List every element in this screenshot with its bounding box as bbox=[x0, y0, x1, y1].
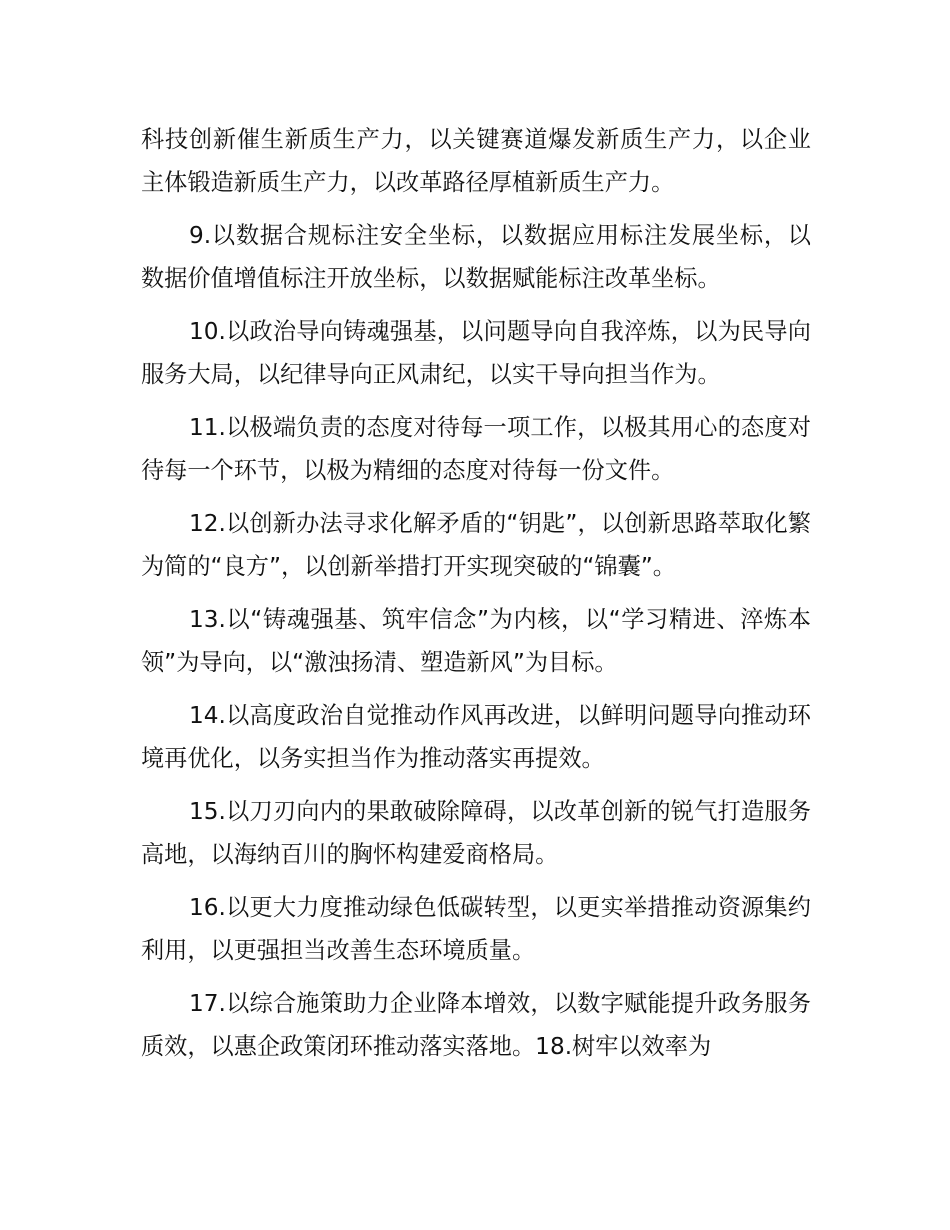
paragraph-item-14: 14.以高度政治自觉推动作风再改进，以鲜明问题导向推动环境再优化，以务实担当作为推动落实再提效。 bbox=[141, 702, 811, 772]
paragraph-item-13: 13.以“铸魂强基、筑牢信念”为内核，以“学习精进、淬炼本领”为导向，以“激浊扬清、塑造新风”为目标。 bbox=[141, 606, 811, 676]
document-page bbox=[141, 118, 811, 1078]
paragraph-item-11: 11.以极端负责的态度对待每一项工作，以极其用心的态度对待每一个环节，以极为精细的态度对待每一份文件。 bbox=[141, 414, 811, 484]
paragraph-item-17: 17.以综合施策助力企业降本增效，以数字赋能提升政务服务质效，以惠企政策闭环推动落实落地。18.树牢以效率为 bbox=[141, 990, 811, 1060]
paragraph-item-10: 10.以政治导向铸魂强基，以问题导向自我淬炼，以为民导向服务大局，以纪律导向正风肃纪，以实干导向担当作为。 bbox=[141, 318, 811, 388]
paragraph-item-15: 15.以刀刃向内的果敢破除障碍，以改革创新的锐气打造服务高地，以海纳百川的胸怀构建爱商格局。 bbox=[141, 798, 811, 868]
paragraph-item-9: 9.以数据合规标注安全坐标，以数据应用标注发展坐标，以数据价值增值标注开放坐标，以数据赋能标注改革坐标。 bbox=[141, 222, 811, 292]
paragraph-item-12: 12.以创新办法寻求化解矛盾的“钥匙”，以创新思路萃取化繁为简的“良方”，以创新举措打开实现突破的“锦囊”。 bbox=[141, 510, 811, 580]
paragraph-item-16: 16.以更大力度推动绿色低碳转型，以更实举措推动资源集约利用，以更强担当改善生态环境质量。 bbox=[141, 894, 811, 964]
paragraph-continuation: 科技创新催生新质生产力，以关键赛道爆发新质生产力，以企业主体锻造新质生产力，以改革路径厚植新质生产力。 bbox=[141, 126, 811, 196]
